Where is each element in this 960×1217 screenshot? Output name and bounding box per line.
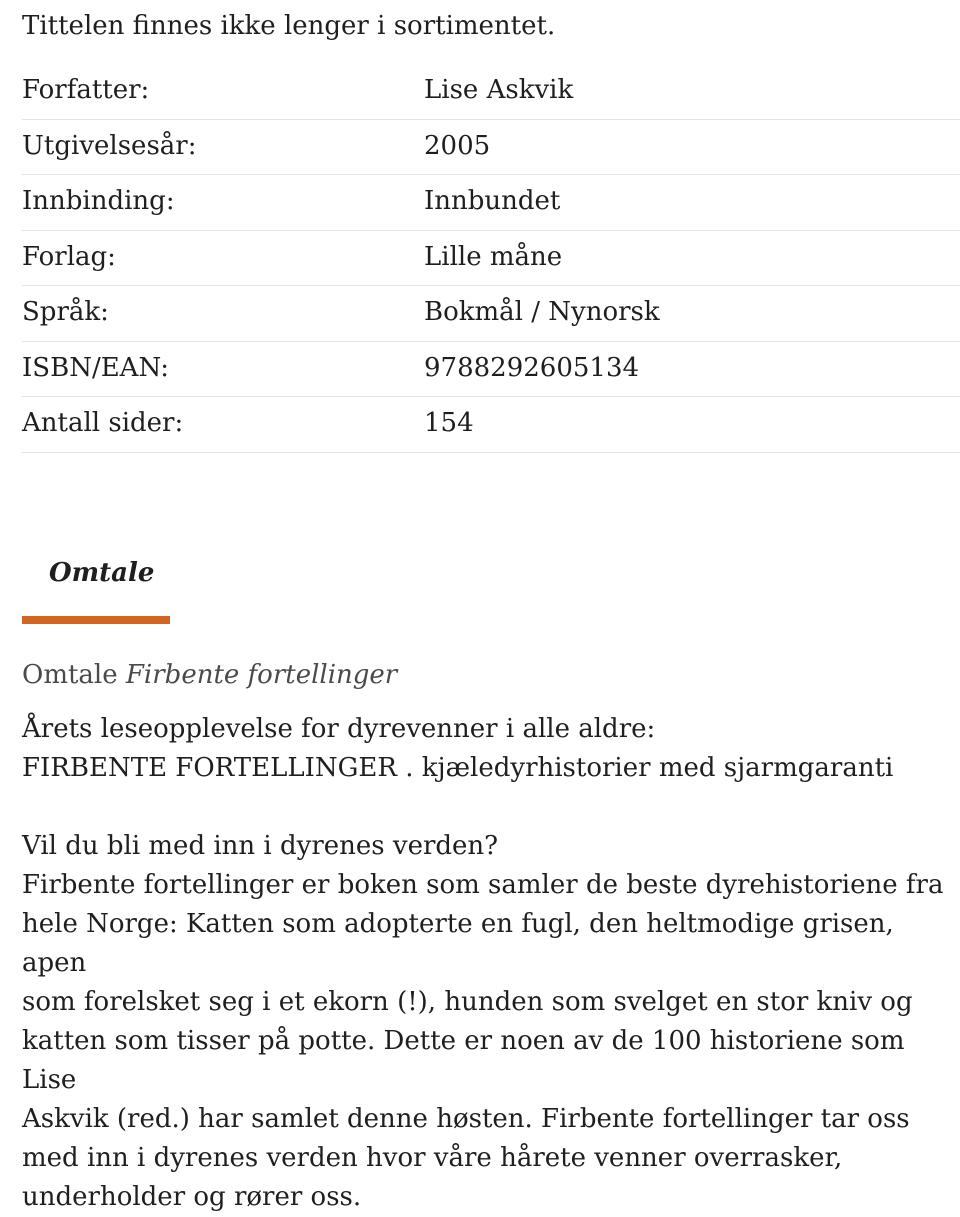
detail-row-language xyxy=(22,286,960,342)
description-line: underholder og rører oss. xyxy=(22,1182,362,1212)
detail-value: Lille måne xyxy=(424,241,563,272)
description-line: Firbente fortellinger er boken som samler de beste dyrehistoriene fra xyxy=(22,870,944,900)
detail-label: Forlag: xyxy=(22,241,116,272)
description-line: hele Norge: Katten som adopterte en fugl, den heltmodige grisen, apen xyxy=(22,909,894,978)
tab-omtale[interactable]: Omtale xyxy=(22,548,170,624)
description-line: med inn i dyrenes verden hvor våre hårete venner overrasker, xyxy=(22,1143,843,1173)
detail-value: 2005 xyxy=(424,130,491,161)
description-body xyxy=(22,710,952,1217)
detail-row-author xyxy=(22,64,960,120)
detail-row-year xyxy=(22,120,960,176)
detail-row-isbn xyxy=(22,342,960,398)
detail-row-binding xyxy=(22,175,960,231)
detail-value: Lise Askvik xyxy=(424,75,574,106)
description-line: FIRBENTE FORTELLINGER . kjæledyrhistorier med sjarmgaranti xyxy=(22,753,894,783)
description-line: som forelsket seg i et ekorn (!), hunden som svelget en stor kniv og xyxy=(22,987,913,1017)
paragraph-gap xyxy=(22,788,952,827)
availability-notice: Tittelen finnes ikke lenger i sortimentet. xyxy=(22,11,556,41)
description-heading-title: Firbente fortellinger xyxy=(125,660,398,690)
description-heading-prefix: Omtale xyxy=(22,660,118,690)
detail-value: 9788292605134 xyxy=(424,352,640,383)
content-tabs xyxy=(22,548,170,624)
detail-label: Innbinding: xyxy=(22,186,175,217)
detail-value: Bokmål / Nynorsk xyxy=(424,297,660,328)
description-line: Årets leseopplevelse for dyrevenner i alle aldre: xyxy=(22,714,656,744)
detail-label: Språk: xyxy=(22,297,109,328)
detail-label: Utgivelsesår: xyxy=(22,130,197,161)
detail-label: Forfatter: xyxy=(22,75,150,106)
detail-value: Innbundet xyxy=(424,186,561,217)
product-details-table xyxy=(22,64,960,453)
detail-row-pages xyxy=(22,397,960,453)
detail-row-publisher xyxy=(22,231,960,287)
detail-value: 154 xyxy=(424,408,474,439)
description-line: Vil du bli med inn i dyrenes verden? xyxy=(22,831,499,861)
description-line: katten som tisser på potte. Dette er noen av de 100 historiene som Lise xyxy=(22,1026,905,1095)
description-heading xyxy=(22,656,397,694)
detail-label: ISBN/EAN: xyxy=(22,352,170,383)
description-line: Askvik (red.) har samlet denne høsten. Firbente fortellinger tar oss xyxy=(22,1104,910,1134)
detail-label: Antall sider: xyxy=(22,408,184,439)
